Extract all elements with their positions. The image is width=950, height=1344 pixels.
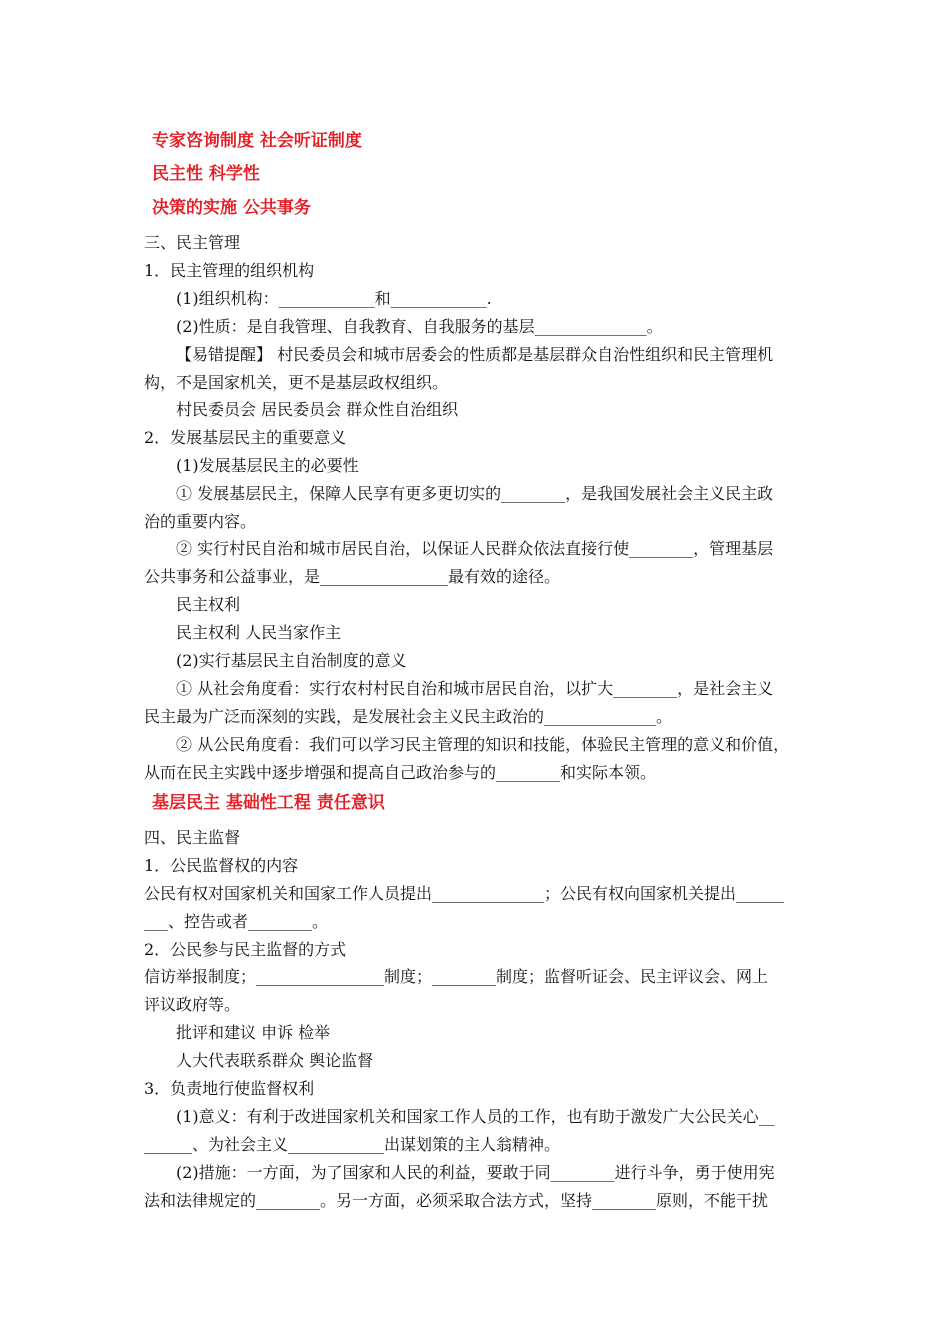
significance-para-1-line-2: 民主最为广泛而深刻的实践，是发展社会主义民主政治的______________。 <box>144 707 673 726</box>
answer-line-red-4: 基层民主 基础性工程 责任意识 <box>152 793 385 813</box>
answer-line-2b: 民主权利 人民当家作主 <box>176 623 342 642</box>
answer-line-red-3: 决策的实施 公共事务 <box>152 198 311 218</box>
necessity-para-1-line-2: 治的重要内容。 <box>144 512 257 531</box>
significance-para-2-line-2: 从而在民主实践中逐步增强和提高自己政治参与的________和实际本领。 <box>144 763 657 782</box>
reminder-line-2: 构，不是国家机关，更不是基层政权组织。 <box>144 373 449 392</box>
answer-line-3a: 批评和建议 申诉 检举 <box>176 1023 331 1042</box>
significance-title: (2)实行基层民主自治制度的意义 <box>176 651 407 670</box>
answer-line-1: 村民委员会 居民委员会 群众性自治组织 <box>176 400 459 419</box>
measures-line-2: 法和法律规定的________。另一方面，必须采取合法方式，坚持________原则，不能干扰 <box>144 1191 769 1210</box>
section-title-democratic-supervision: 四、民主监督 <box>144 828 241 847</box>
meaning-line-1: (1)意义：有利于改进国家机关和国家工作人员的工作，也有助于激发广大公民关心__ <box>176 1107 775 1126</box>
subsection-title-supervision-content: 1．公民监督权的内容 <box>144 856 299 875</box>
fill-nature: (2)性质：是自我管理、自我教育、自我服务的基层______________。 <box>176 317 663 336</box>
necessity-title: (1)发展基层民主的必要性 <box>176 456 359 475</box>
supervision-methods-line-1: 信访举报制度；________________制度；________制度；监督听证会、民主评议会、网上 <box>144 967 769 986</box>
supervision-methods-line-2: 评议政府等。 <box>144 995 241 1014</box>
answer-line-red-1: 专家咨询制度 社会听证制度 <box>152 131 362 151</box>
necessity-para-2-line-1: ② 实行村民自治和城市居民自治，以保证人民群众依法直接行使________，管理基层 <box>176 539 774 558</box>
necessity-para-2-line-2: 公共事务和公益事业，是________________最有效的途径。 <box>144 567 561 586</box>
supervision-content-line-1: 公民有权对国家机关和国家工作人员提出______________；公民有权向国家机关提出______ <box>144 884 785 903</box>
subsection-title-responsible-supervision: 3．负责地行使监督权利 <box>144 1079 315 1098</box>
fill-organization: (1)组织机构：____________和____________. <box>176 289 492 308</box>
reminder-line-1: 【易错提醒】 村民委员会和城市居委会的性质都是基层群众自治性组织和民主管理机 <box>176 345 774 364</box>
meaning-line-2: ______、为社会主义____________出谋划策的主人翁精神。 <box>144 1135 561 1154</box>
significance-para-1-line-1: ① 从社会角度看：实行农村村民自治和城市居民自治，以扩大________，是社会主义 <box>176 679 774 698</box>
answer-line-red-2: 民主性 科学性 <box>152 164 260 184</box>
supervision-content-line-2: ___、控告或者________。 <box>144 912 329 931</box>
subsection-title-organization: 1．民主管理的组织机构 <box>144 261 315 280</box>
significance-para-2-line-1: ② 从公民角度看：我们可以学习民主管理的知识和技能，体验民主管理的意义和价值， <box>176 735 790 754</box>
measures-line-1: (2)措施：一方面，为了国家和人民的利益，要敢于同________进行斗争，勇于使用宪 <box>176 1163 775 1182</box>
answer-line-3b: 人大代表联系群众 舆论监督 <box>176 1051 374 1070</box>
subsection-title-significance: 2．发展基层民主的重要意义 <box>144 428 347 447</box>
section-title-democratic-management: 三、民主管理 <box>144 233 241 252</box>
answer-line-2a: 民主权利 <box>176 595 241 614</box>
necessity-para-1-line-1: ① 发展基层民主，保障人民享有更多更切实的________，是我国发展社会主义民主政 <box>176 484 774 503</box>
subsection-title-supervision-methods: 2．公民参与民主监督的方式 <box>144 940 347 959</box>
